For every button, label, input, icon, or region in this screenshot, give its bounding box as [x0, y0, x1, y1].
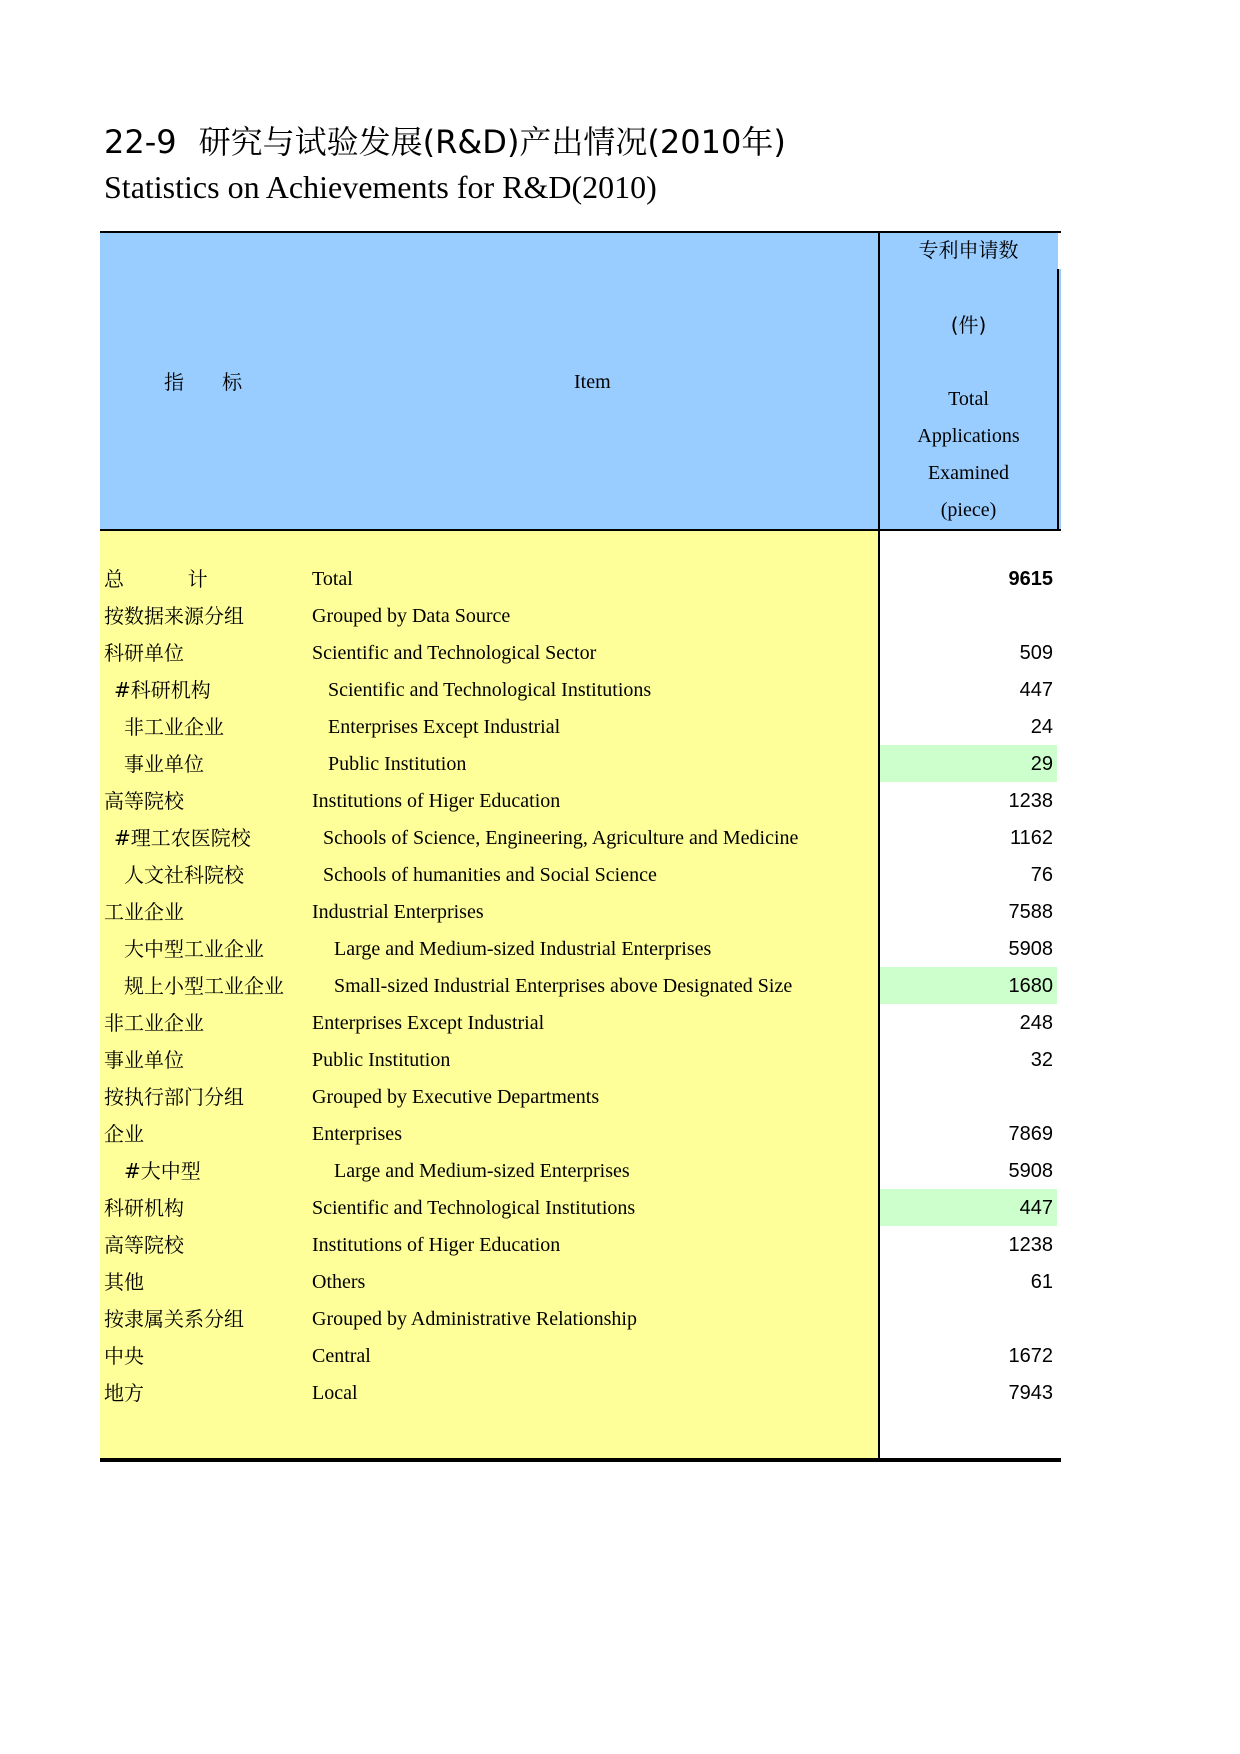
- row-label-en: Scientific and Technological Institutions: [312, 1197, 636, 1219]
- table-row: [100, 782, 1061, 819]
- column-header-en-line1: Total: [948, 388, 989, 410]
- table-row: [100, 1337, 1061, 1374]
- row-value: 1238: [1008, 1234, 1053, 1256]
- table-bottom-border: [100, 1458, 1061, 1462]
- table-row: [100, 819, 1061, 856]
- row-label-en: Local: [312, 1382, 358, 1404]
- table-row: [100, 745, 1061, 782]
- row-label-cn: 中央: [104, 1344, 144, 1368]
- table-row: [100, 560, 1061, 597]
- row-label-en: Institutions of Higer Education: [312, 790, 561, 812]
- table-row: [100, 1078, 1061, 1115]
- row-value-highlighted: 447: [880, 1189, 1057, 1226]
- table-top-border: [100, 231, 1061, 233]
- row-label-cn: 非工业企业: [124, 715, 224, 739]
- row-label-cn: 科研单位: [104, 641, 184, 665]
- row-label-cn: 事业单位: [124, 752, 204, 776]
- row-value: 61: [1030, 1271, 1053, 1293]
- header-item-label-cn: 指 标: [164, 370, 243, 394]
- table-row: [100, 597, 1061, 634]
- row-label-en: Large and Medium-sized Industrial Enterprises: [334, 938, 712, 960]
- row-value-highlighted: 29: [880, 745, 1057, 782]
- row-label-cn: 其他: [104, 1270, 144, 1294]
- row-value: 509: [1019, 642, 1053, 664]
- row-value: 1672: [1008, 1345, 1053, 1367]
- row-label-cn: #大中型: [124, 1159, 201, 1183]
- table-row: [100, 893, 1061, 930]
- row-label-cn: 高等院校: [104, 789, 184, 813]
- row-value: 76: [1030, 864, 1053, 886]
- table-row: [100, 708, 1061, 745]
- row-label-en: Central: [312, 1345, 371, 1367]
- row-label-en: Grouped by Administrative Relationship: [312, 1308, 637, 1330]
- row-value: 32: [1030, 1049, 1053, 1071]
- row-label-cn: 高等院校: [104, 1233, 184, 1257]
- row-label-en: Large and Medium-sized Enterprises: [334, 1160, 630, 1182]
- row-label-cn: 人文社科院校: [124, 863, 244, 887]
- table-row: [100, 634, 1061, 671]
- row-label-cn: 总 计: [104, 567, 208, 591]
- row-label-cn: 地方: [104, 1381, 144, 1405]
- row-label-cn: 按执行部门分组: [104, 1085, 244, 1109]
- row-value: 248: [1019, 1012, 1053, 1034]
- row-value: 24: [1030, 716, 1053, 738]
- row-value: 447: [1019, 679, 1053, 701]
- row-value: [880, 1078, 1057, 1115]
- table-row: [100, 1041, 1061, 1078]
- table-row: [100, 1226, 1061, 1263]
- row-label-en: Schools of humanities and Social Science: [323, 864, 657, 886]
- row-value: 7588: [1008, 901, 1053, 923]
- column-header-en-line4: (piece): [940, 499, 997, 521]
- row-value: 7943: [1008, 1382, 1053, 1404]
- statistics-table: [100, 231, 1061, 1461]
- row-label-en: Institutions of Higer Education: [312, 1234, 561, 1256]
- table-row: [100, 967, 1061, 1004]
- row-label-en: Scientific and Technological Sector: [312, 642, 597, 664]
- table-row: [100, 1152, 1061, 1189]
- row-label-cn: 大中型工业企业: [124, 937, 264, 961]
- row-value: 7869: [1008, 1123, 1053, 1145]
- row-label-cn: #科研机构: [114, 678, 211, 702]
- row-label-en: Public Institution: [328, 753, 467, 775]
- row-label-en: Enterprises Except Industrial: [328, 716, 561, 738]
- row-label-en: Grouped by Executive Departments: [312, 1086, 600, 1108]
- row-label-cn: #理工农医院校: [114, 826, 251, 850]
- row-label-cn: 科研机构: [104, 1196, 184, 1220]
- row-label-en: Others: [312, 1271, 366, 1293]
- row-label-cn: 按数据来源分组: [104, 604, 244, 628]
- header-item-label-en: Item: [574, 371, 611, 393]
- row-label-en: Schools of Science, Engineering, Agriculture and Medicine: [323, 827, 799, 849]
- row-label-en: Enterprises: [312, 1123, 402, 1145]
- row-label-cn: 工业企业: [104, 900, 184, 924]
- header-right-border: [1057, 269, 1059, 529]
- row-value: 5908: [1008, 1160, 1053, 1182]
- row-value: 5908: [1008, 938, 1053, 960]
- column-header-en-line2: Applications: [917, 425, 1020, 447]
- table-row: [100, 930, 1061, 967]
- row-label-cn: 按隶属关系分组: [104, 1307, 244, 1331]
- table-row: [100, 1263, 1061, 1300]
- row-label-en: Small-sized Industrial Enterprises above Designated Size: [334, 975, 793, 997]
- row-value: 9615: [1008, 568, 1053, 590]
- table-row: [100, 1300, 1061, 1337]
- row-label-cn: 非工业企业: [104, 1011, 204, 1035]
- column-header-en-line3: Examined: [927, 462, 1010, 484]
- row-label-en: Industrial Enterprises: [312, 901, 484, 923]
- table-row: [100, 1004, 1061, 1041]
- row-value: [880, 1300, 1057, 1337]
- table-title-en: Statistics on Achievements for R&D(2010): [104, 169, 657, 205]
- row-label-cn: 事业单位: [104, 1048, 184, 1072]
- column-header-unit: (件): [950, 313, 987, 337]
- row-label-en: Public Institution: [312, 1049, 451, 1071]
- table-row: [100, 1374, 1061, 1411]
- row-label-cn: 规上小型工业企业: [124, 974, 284, 998]
- row-label-en: Enterprises Except Industrial: [312, 1012, 545, 1034]
- table-title-cn: [104, 122, 786, 162]
- row-label-en: Scientific and Technological Institutions: [328, 679, 652, 701]
- row-label-en: Grouped by Data Source: [312, 605, 511, 627]
- table-row: [100, 1115, 1061, 1152]
- table-title-cn-text: 研究与试验发展(R&D)产出情况(2010年): [198, 123, 786, 161]
- table-row: [100, 671, 1061, 708]
- row-value-highlighted: 1680: [880, 967, 1057, 1004]
- table-number: 22-9: [104, 123, 177, 161]
- row-value: 1238: [1008, 790, 1053, 812]
- column-header-cn: 专利申请数: [918, 238, 1019, 262]
- row-label-en: Total: [312, 568, 353, 590]
- header-corner-gap: [1058, 233, 1061, 269]
- row-value: [880, 597, 1057, 634]
- row-value: 1162: [1009, 827, 1053, 849]
- row-label-cn: 企业: [104, 1122, 144, 1146]
- header-bottom-border: [100, 529, 1061, 531]
- table-row: [100, 856, 1061, 893]
- table-row: [100, 1189, 1061, 1226]
